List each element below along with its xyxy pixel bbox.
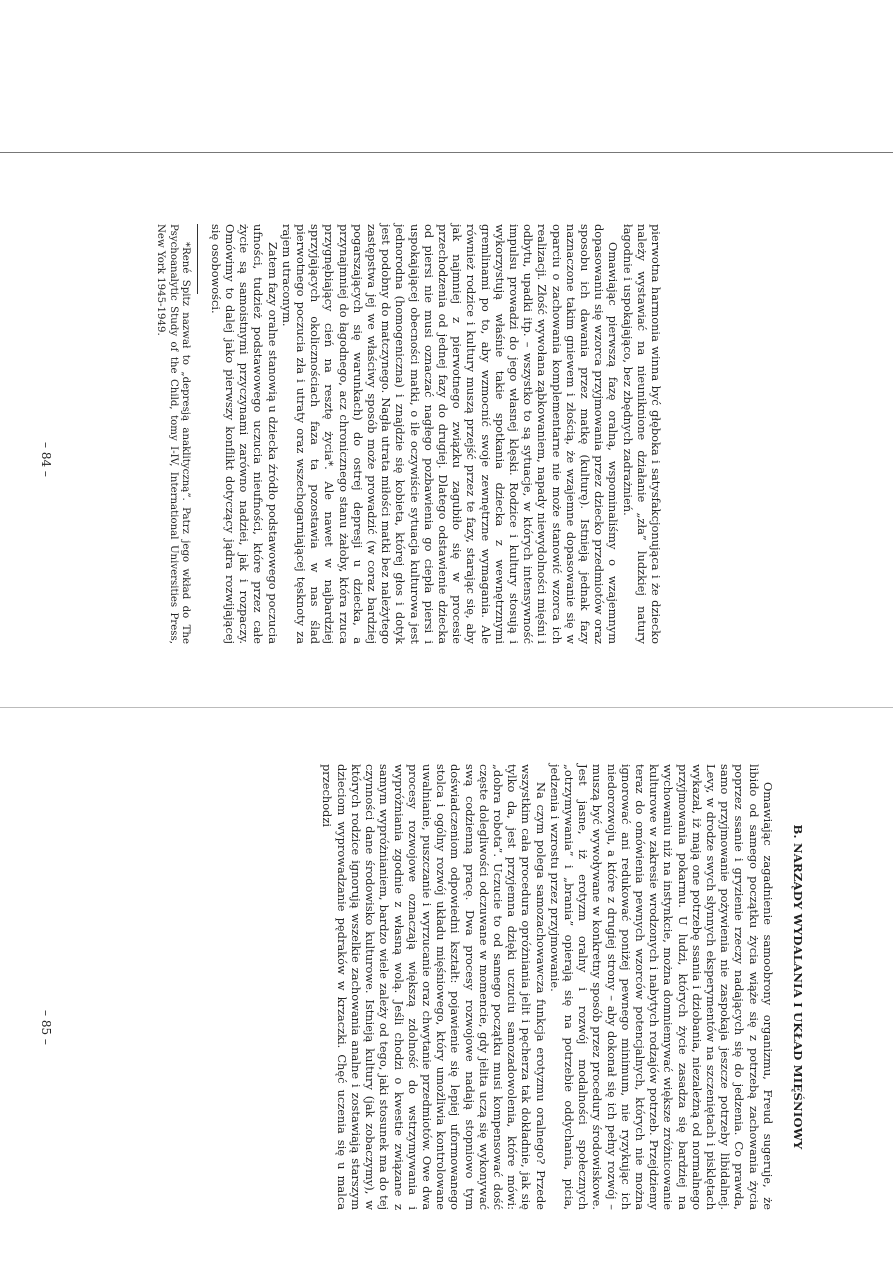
- section-heading: B. NARZĄDY WYDALANIA I UKŁAD MIĘŚNIOWY: [791, 824, 805, 1150]
- footnote-divider: [198, 224, 199, 294]
- page-number: – 85 –: [39, 1010, 53, 1045]
- page-85: [320, 764, 805, 1210]
- page-number: – 84 –: [39, 442, 53, 477]
- page-84: [154, 224, 663, 644]
- paragraph: Zatem fazy oralne stanowią u dziecka źródło podstawowego poczucia ufności, tudzież podstawowego uczucia nieufności, które przez całe życie są samoistnymi przyczynami zarówno nadziei, jak i rozpaczy. Omówimy to dalej jako pierwszy konflikt dotyczący jądra rozwijającej się osobowości.: [208, 224, 280, 644]
- paragraph: Na czym polega samozachowawcza funkcja erotyzmu oralnego? Przede wszystkim cała procedura opróżniania jelit i pęcherza tak dokładnie, jak się tylko da, jest przyjemna dzięki uczuciu samozadowolenia, które mówi: „dobra robota”. Uczucie to od samego początku musi kompensować dość częste dolegliwości odczuwane w momencie, gdy jelita uczą się wykonywać swą codzienną pracę. Dwa procesy rozwojowe nadają stopniowo tym doświadczeniom odpowiedni kształt: pojawienie się lepiej uformowanego stolca i ogólny rozwój układu mięśniowego, który umożliwia kontrolowane uwalnianie, puszczanie i wyrzucanie oraz chwytanie przedmiotów. Owe dwa procesy rozwojowe oznaczają większą zdolność do wstrzymywania i wypróżniania zgodnie z własną wolą. Jeśli chodzi o kwestie związane z samym wypróżnianiem, bardzo wiele zależy od tego, jaki stosunek ma do tej czynności dane środowisko kulturowe. Istnieją kultury (jak zobaczymy), w których rodzice ignorują wszelkie zachowania analne i zostawiają starszym dzieciom wyprowadzanie pędraków w krzaczki. Chęć uczenia się u malca przechodzi: [320, 764, 548, 1210]
- paragraph: Omawiając pierwszą fazę oralną, wspominaliśmy o wzajemnym dopasowaniu się wzorca przyjmowania przez dziecko przedmiotów oraz sposobu ich dawania przez matkę (kulturę). Istnieją jednak fazy naznaczone takim gniewem i złością, że wzajemne dopasowanie się w oparciu o zachowania komplementarne nie może stanowić wzorca ich realizacji. Złość wywołana ząbkowaniem, napady niewydolności mięśni i odbytu, upadki itp. – wszystko to są sytuacje, w których intensywność impulsu prowadzi do jego własnej klęski. Rodzice i kultury stosują i wykorzystują właśnie takie spotkania dziecka z wewnętrznymi gremlinami po to, aby wzmocnić swoje zewnętrzne wymagania. Ale również rodzice i kultury muszą przejść przez te fazy, starając się, aby jak najmniej z pierwotnego związku zagubiło się w procesie przechodzenia od jednej fazy do drugiej. Dlatego odstawienie dziecka od piersi nie musi oznaczać nagłego pozbawienia go ciepła piersi i uspokajającej obecności matki, o ile oczywiście sytuacja kulturowa jest jednorodna (homogeniczna) i znajdzie się kobieta, której głos i dotyk jest podobny do matczynego. Nagła utrata miłości matki bez należytego zastępstwa jej we właściwy sposób może prowadzić (w coraz bardziej pogarszających się warunkach) do ostrej depresji u dziecka, a przynajmniej do łagodnego, acz chronicznego stanu żałoby, która rzuca przygnębiający cień na resztę życia*. Ale nawet w najbardziej sprzyjających okolicznościach faza ta pozostawia w nas ślad pierwotnego poczucia zła i utraty oraz wszechogarniającej tęsknoty za rajem utraconym.: [279, 224, 621, 644]
- paragraph: Omawiając zagadnienie samoobrony organizmu, Freud sugeruje, że libido od samego początku życia wiąże się z potrzebą zachowania życia poprzez ssanie i gryzienie rzeczy nadających się do jedzenia. Co prawda, samo przyjmowanie pożywienia nie zaspokaja jeszcze potrzeby libidalnej. Levy, w drodze swych słynnych eksperymentów na szczeniętach i pisklętach wykazał, iż mają one potrzebę ssania i dziobania, niezależną od normalnego przyjmowania pokarmu. U ludzi, których życie zasadza się bardziej na wychowaniu niż na instynkcie, można domniemywać większe zróżnicowanie kulturowe w zakresie wrodzonych i nabytych rodzajów potrzeb. Przejdziemy teraz do omówienia pewnych wzorców potencjalnych, których nie można ignorować ani redukować poniżej pewnego minimum, nie ryzykując ich niedorozwoju, a które z drugiej strony – aby dokonał się ich pełny rozwój – muszą być wywoływane w konkretny sposób przez procedury środowiskowe. Jest jasne, iż erotyzm oralny i rozwój modalności społecznych „otrzymywania” i „brania” opierają się na potrzebie oddychania, picia, jedzenia i wzrostu przez przyjmowanie.: [547, 764, 775, 1210]
- paragraph: pierwotna harmonia winna być głęboka i satysfakcjonująca i że dziecko należy wystawiać na nieuniknione działanie „zła” ludzkiej natury łagodnie i uspokajająco, bez zbędnych zadrażnień.: [620, 224, 663, 644]
- footnote: *René Spitz nazwał to „depresją anaklityczną”. Patrz jego wkład do The Psychoanalytic Study of the Child, tomy I-IV, International Universities Press, New York 1945-1949.: [155, 224, 192, 644]
